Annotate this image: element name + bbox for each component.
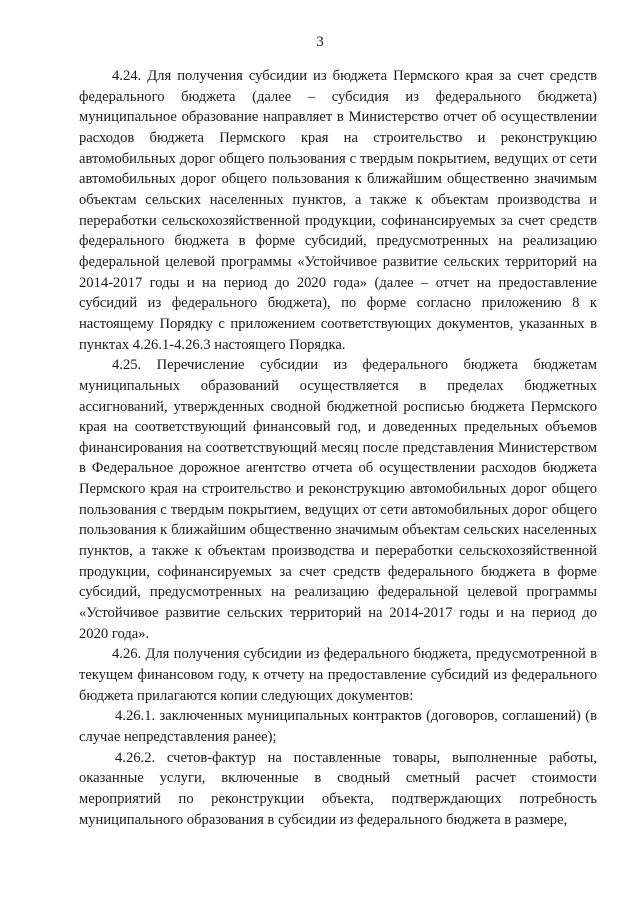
paragraph-4-24: 4.24. Для получения субсидии из бюджета Пермского края за счет средств федерального бюджета (далее – субсидия из федерального бюджета) муниципальное образование направляет в Министерство отчет об осуществлении расходов бюджета Пермского края на строительство и реконструкцию автомобильных дорог общего пользования с твердым покрытием, ведущих от сети автомобильных дорог общего пользования к ближайшим общественно значимым объектам сельских населенных пунктов, а также к объектам производства и переработки сельскохозяйственной продукции, софинансируемых за счет средств федерального бюджета в форме субсидий, предусмотренных на реализацию федеральной целевой программы «Устойчивое развитие сельских территорий на 2014-2017 годы и на период до 2020 года» (далее – отчет на предоставление субсидий из федерального бюджета), по форме согласно приложению 8 к настоящему Порядку с приложением соответствующих документов, указанных в пунктах 4.26.1-4.26.3 настоящего Порядка. bbox=[79, 68, 597, 353]
paragraph-4-25: 4.25. Перечисление субсидии из федерального бюджета бюджетам муниципальных образований осуществляется в пределах бюджетных ассигнований, утвержденных сводной бюджетной росписью бюджета Пермского края на соответствующий финансовый год, и доведенных предельных объемов финансирования на соответствующий месяц после представления Министерством в Федеральное дорожное агентство отчета об осуществлении расходов бюджета Пермского края на строительство и реконструкцию автомобильных дорог общего пользования с твердым покрытием, ведущих от сети автомобильных дорог общего пользования к ближайшим общественно значимым объектам сельских населенных пунктов, а также к объектам производства и переработки сельскохозяйственной продукции, софинансируемых за счет средств федерального бюджета в форме субсидий, предусмотренных на реализацию федеральной целевой программы «Устойчивое развитие сельских территорий на 2014-2017 годы и на период до 2020 года». bbox=[79, 357, 597, 642]
document-body bbox=[79, 66, 597, 830]
paragraph-4-26: 4.26. Для получения субсидии из федерального бюджета, предусмотренной в текущем финансовом году, к отчету на предоставление субсидий из федерального бюджета прилагаются копии следующих документов: bbox=[79, 646, 597, 704]
paragraph-4-26-2: 4.26.2. счетов-фактур на поставленные товары, выполненные работы, оказанные услуги, включенные в сводный сметный расчет стоимости мероприятий по реконструкции объекта, подтверждающих потребность муниципального образования в субсидии из федерального бюджета в размере, bbox=[79, 749, 597, 828]
page-number: 3 bbox=[316, 34, 324, 50]
paragraph-4-26-1: 4.26.1. заключенных муниципальных контрактов (договоров, соглашений) (в случае непредставления ранее); bbox=[79, 708, 597, 745]
